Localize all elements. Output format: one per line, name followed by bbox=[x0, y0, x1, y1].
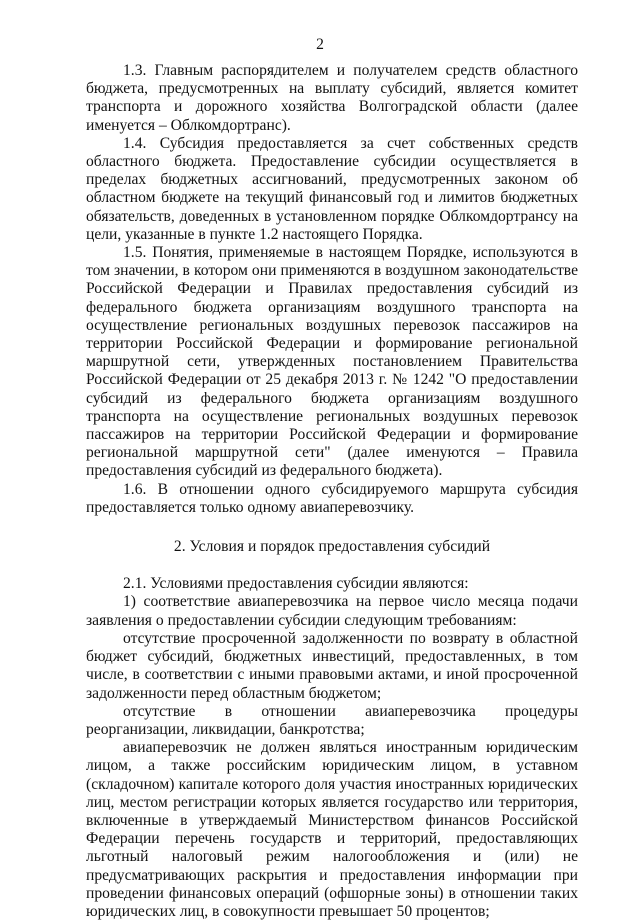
paragraph-2-1: 2.1. Условиями предоставления субсидии являются: bbox=[123, 575, 469, 593]
paragraph-1-4: 1.4. Субсидия предоставляется за счет собственных средств областного бюджета. Предоставление субсидии осуществляется в пределах бюджетных ассигнований, предусмотренных законом об областном бюджете на текущий финансовый год и лимитов бюджетных обязательств, доведенных в установленном порядке Облкомдортрансу на цели, указанные в пункте 1.2 настоящего Порядка. bbox=[86, 134, 578, 243]
page-number: 2 bbox=[316, 36, 324, 53]
paragraph-1-3: 1.3. Главным распорядителем и получателем средств областного бюджета, предусмотренных на выплату субсидий, является комитет транспорта и дорожного хозяйства Волгоградской области (далее именуется – Облкомдортранс). bbox=[86, 62, 578, 134]
paragraph-1-6: 1.6. В отношении одного субсидируемого маршрута субсидия предоставляется только одному авиаперевозчику. bbox=[86, 480, 578, 516]
paragraph-1-5: 1.5. Понятия, применяемые в настоящем Порядке, используются в том значении, в котором они применяются в воздушном законодательстве Российской Федерации и Правилах предоставления субсидий из федерального бюджета организациям воздушного транспорта на осуществление региональных воздушных перевозок пассажиров на территории Российской Федерации и формирование региональной маршрутной сети, утвержденных постановлением Правительства Российской Федерации от 25 декабря 2013 г. № 1242 "О предоставлении субсидий из федерального бюджета организациям воздушного транспорта на осуществление региональных воздушных перевозок пассажиров на территории Российской Федерации и формирование региональной маршрутной сети" (далее именуются – Правила предоставления субсидий из федерального бюджета). bbox=[86, 244, 578, 480]
section-2-heading: 2. Условия и порядок предоставления субсидий bbox=[173, 538, 491, 556]
paragraph-no-reorganization: отсутствие в отношении авиаперевозчика процедуры реорганизации, ликвидации, банкротства; bbox=[86, 702, 578, 738]
paragraph-not-foreign-entity: авиаперевозчик не должен являться иностранным юридическим лицом, а также российским юридическим лицом, в уставном (складочном) капитале которого доля участия иностранных юридических лиц, местом регистрации которых является государство или территория, включенные в утверждаемый Министерством финансов Российской Федерации перечень государств и территорий, предоставляющих льготный налоговый режим налогообложения и (или) не предусматривающих раскрытия и предоставления информации при проведении финансовых операций (офшорные зоны) в отношении таких юридических лиц, в совокупности превышает 50 процентов; bbox=[86, 739, 578, 920]
paragraph-condition-1: 1) соответствие авиаперевозчика на первое число месяца подачи заявления о предоставлении субсидии следующим требованиям: bbox=[86, 593, 578, 629]
paragraph-no-overdue-debt: отсутствие просроченной задолженности по возврату в областной бюджет субсидий, бюджетных инвестиций, предоставленных, в том числе, в соответствии с иными правовыми актами, и иной просроченной задолженности перед областным бюджетом; bbox=[86, 629, 578, 702]
document-body bbox=[86, 62, 578, 921]
